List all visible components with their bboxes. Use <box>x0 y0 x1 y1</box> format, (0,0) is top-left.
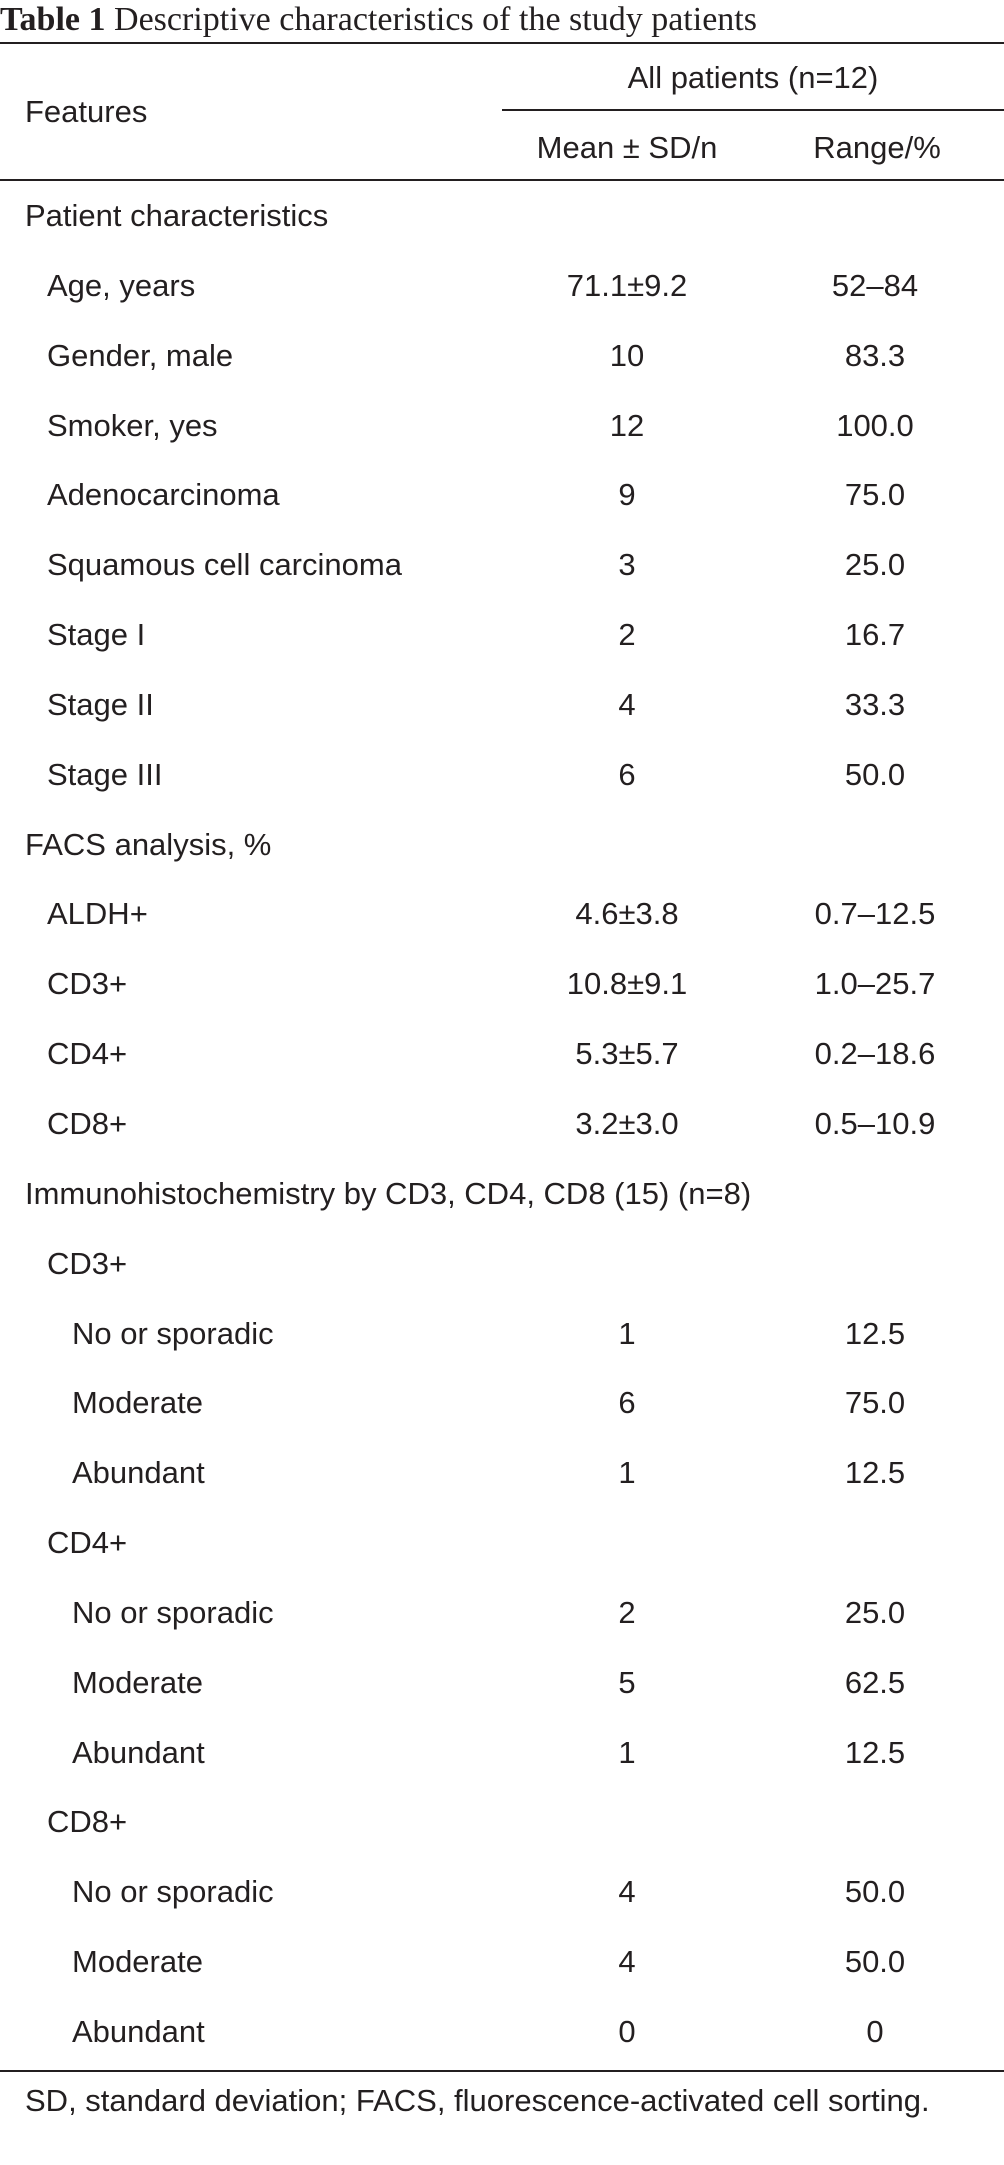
mean-sd-cell: 5 <box>618 1664 636 1700</box>
row-label: Moderate <box>72 1664 203 1700</box>
row-label: CD3+ <box>47 966 128 1002</box>
range-cell: 52–84 <box>831 267 919 303</box>
row-label: Stage III <box>47 756 163 792</box>
row-label: Abundant <box>72 2013 205 2049</box>
table-caption: Descriptive characteristics of the study patients <box>114 1 757 38</box>
section-row <box>0 1160 1004 1230</box>
table-row <box>0 741 1004 811</box>
row-label: Age, years <box>47 267 196 303</box>
row-label: Squamous cell carcinoma <box>47 547 402 583</box>
mean-sd-cell: 1 <box>618 1315 636 1351</box>
range-cell: 50.0 <box>844 756 906 792</box>
range-cell: 83.3 <box>844 337 906 373</box>
row-label: Stage I <box>47 617 146 653</box>
header-bottom-rule <box>0 179 1004 181</box>
section-row <box>0 811 1004 881</box>
table-row <box>0 1509 1004 1579</box>
section-row <box>0 182 1004 252</box>
table-row <box>0 950 1004 1020</box>
row-label: Gender, male <box>47 337 234 373</box>
header-group: All patients (n=12) <box>627 60 879 95</box>
range-cell: 25.0 <box>844 547 906 583</box>
table-row <box>0 1788 1004 1858</box>
table-row <box>0 1230 1004 1300</box>
mean-sd-cell: 2 <box>618 617 636 653</box>
header-features: Features <box>25 94 148 129</box>
row-label: Adenocarcinoma <box>47 477 280 513</box>
range-cell: 75.0 <box>844 477 906 513</box>
table-row <box>0 252 1004 322</box>
row-label: No or sporadic <box>72 1874 274 1910</box>
mean-sd-cell: 4 <box>618 1874 636 1910</box>
sub-row <box>0 1858 1004 1928</box>
table-row <box>0 461 1004 531</box>
row-label: Moderate <box>72 1944 203 1980</box>
row-label: Smoker, yes <box>47 407 218 443</box>
top-rule <box>0 42 1004 44</box>
table-row <box>0 880 1004 950</box>
sub-row <box>0 1300 1004 1370</box>
sub-row <box>0 1369 1004 1439</box>
row-label: Patient characteristics <box>25 198 329 233</box>
mean-sd-cell: 4 <box>618 1944 636 1980</box>
mean-sd-cell: 3 <box>618 547 636 583</box>
range-cell: 62.5 <box>844 1664 906 1700</box>
range-cell: 12.5 <box>844 1734 906 1770</box>
range-cell: 1.0–25.7 <box>814 966 936 1002</box>
row-label: No or sporadic <box>72 1594 274 1630</box>
range-cell: 0.5–10.9 <box>814 1105 936 1141</box>
mean-sd-cell: 1 <box>618 1455 636 1491</box>
sub-row <box>0 1719 1004 1789</box>
table-footnote: SD, standard deviation; FACS, fluorescence-activated cell sorting. <box>25 2083 930 2118</box>
range-cell: 0 <box>866 2013 884 2049</box>
mean-sd-cell: 3.2±3.0 <box>575 1105 679 1141</box>
sub-row <box>0 1579 1004 1649</box>
sub-row <box>0 1998 1004 2068</box>
row-label: No or sporadic <box>72 1315 274 1351</box>
sub-row <box>0 1649 1004 1719</box>
mean-sd-cell: 12 <box>609 407 645 443</box>
mean-sd-cell: 4 <box>618 686 636 722</box>
table-row <box>0 671 1004 741</box>
table-row <box>0 322 1004 392</box>
table-row <box>0 531 1004 601</box>
range-cell: 12.5 <box>844 1315 906 1351</box>
row-label: CD8+ <box>47 1105 128 1141</box>
row-label: FACS analysis, % <box>25 826 272 862</box>
mean-sd-cell: 6 <box>618 1385 636 1421</box>
row-label: Abundant <box>72 1734 205 1770</box>
row-label: CD4+ <box>47 1525 128 1561</box>
table-title <box>0 2 1004 42</box>
row-label: CD4+ <box>47 1036 128 1072</box>
header-group-rule <box>502 109 1004 111</box>
table-row <box>0 601 1004 671</box>
mean-sd-cell: 10 <box>609 337 645 373</box>
mean-sd-cell: 10.8±9.1 <box>566 966 688 1002</box>
range-cell: 0.7–12.5 <box>814 896 936 932</box>
mean-sd-cell: 9 <box>618 477 636 513</box>
mean-sd-cell: 1 <box>618 1734 636 1770</box>
range-cell: 25.0 <box>844 1594 906 1630</box>
mean-sd-cell: 0 <box>618 2013 636 2049</box>
range-cell: 33.3 <box>844 686 906 722</box>
sub-row <box>0 1439 1004 1509</box>
range-cell: 75.0 <box>844 1385 906 1421</box>
range-cell: 50.0 <box>844 1944 906 1980</box>
mean-sd-cell: 5.3±5.7 <box>575 1036 679 1072</box>
table-number: Table 1 <box>0 1 106 38</box>
mean-sd-cell: 2 <box>618 1594 636 1630</box>
header-range: Range/% <box>813 130 941 165</box>
table-body <box>0 182 1004 2068</box>
bottom-rule <box>0 2070 1004 2072</box>
table-row <box>0 392 1004 462</box>
row-label: Immunohistochemistry by CD3, CD4, CD8 (15) (n=8) <box>25 1175 752 1211</box>
mean-sd-cell: 4.6±3.8 <box>575 896 679 932</box>
row-label: Stage II <box>47 686 154 722</box>
row-label: CD8+ <box>47 1804 128 1840</box>
table-row <box>0 1020 1004 1090</box>
table-row <box>0 1090 1004 1160</box>
mean-sd-cell: 71.1±9.2 <box>566 267 688 303</box>
mean-sd-cell: 6 <box>618 756 636 792</box>
range-cell: 12.5 <box>844 1455 906 1491</box>
range-cell: 50.0 <box>844 1874 906 1910</box>
row-label: Abundant <box>72 1455 205 1491</box>
range-cell: 0.2–18.6 <box>814 1036 936 1072</box>
header-mean-sd: Mean ± SD/n <box>536 130 718 165</box>
row-label: CD3+ <box>47 1245 128 1281</box>
range-cell: 100.0 <box>836 407 914 443</box>
range-cell: 16.7 <box>844 617 906 653</box>
row-label: Moderate <box>72 1385 203 1421</box>
sub-row <box>0 1928 1004 1998</box>
row-label: ALDH+ <box>47 896 148 932</box>
